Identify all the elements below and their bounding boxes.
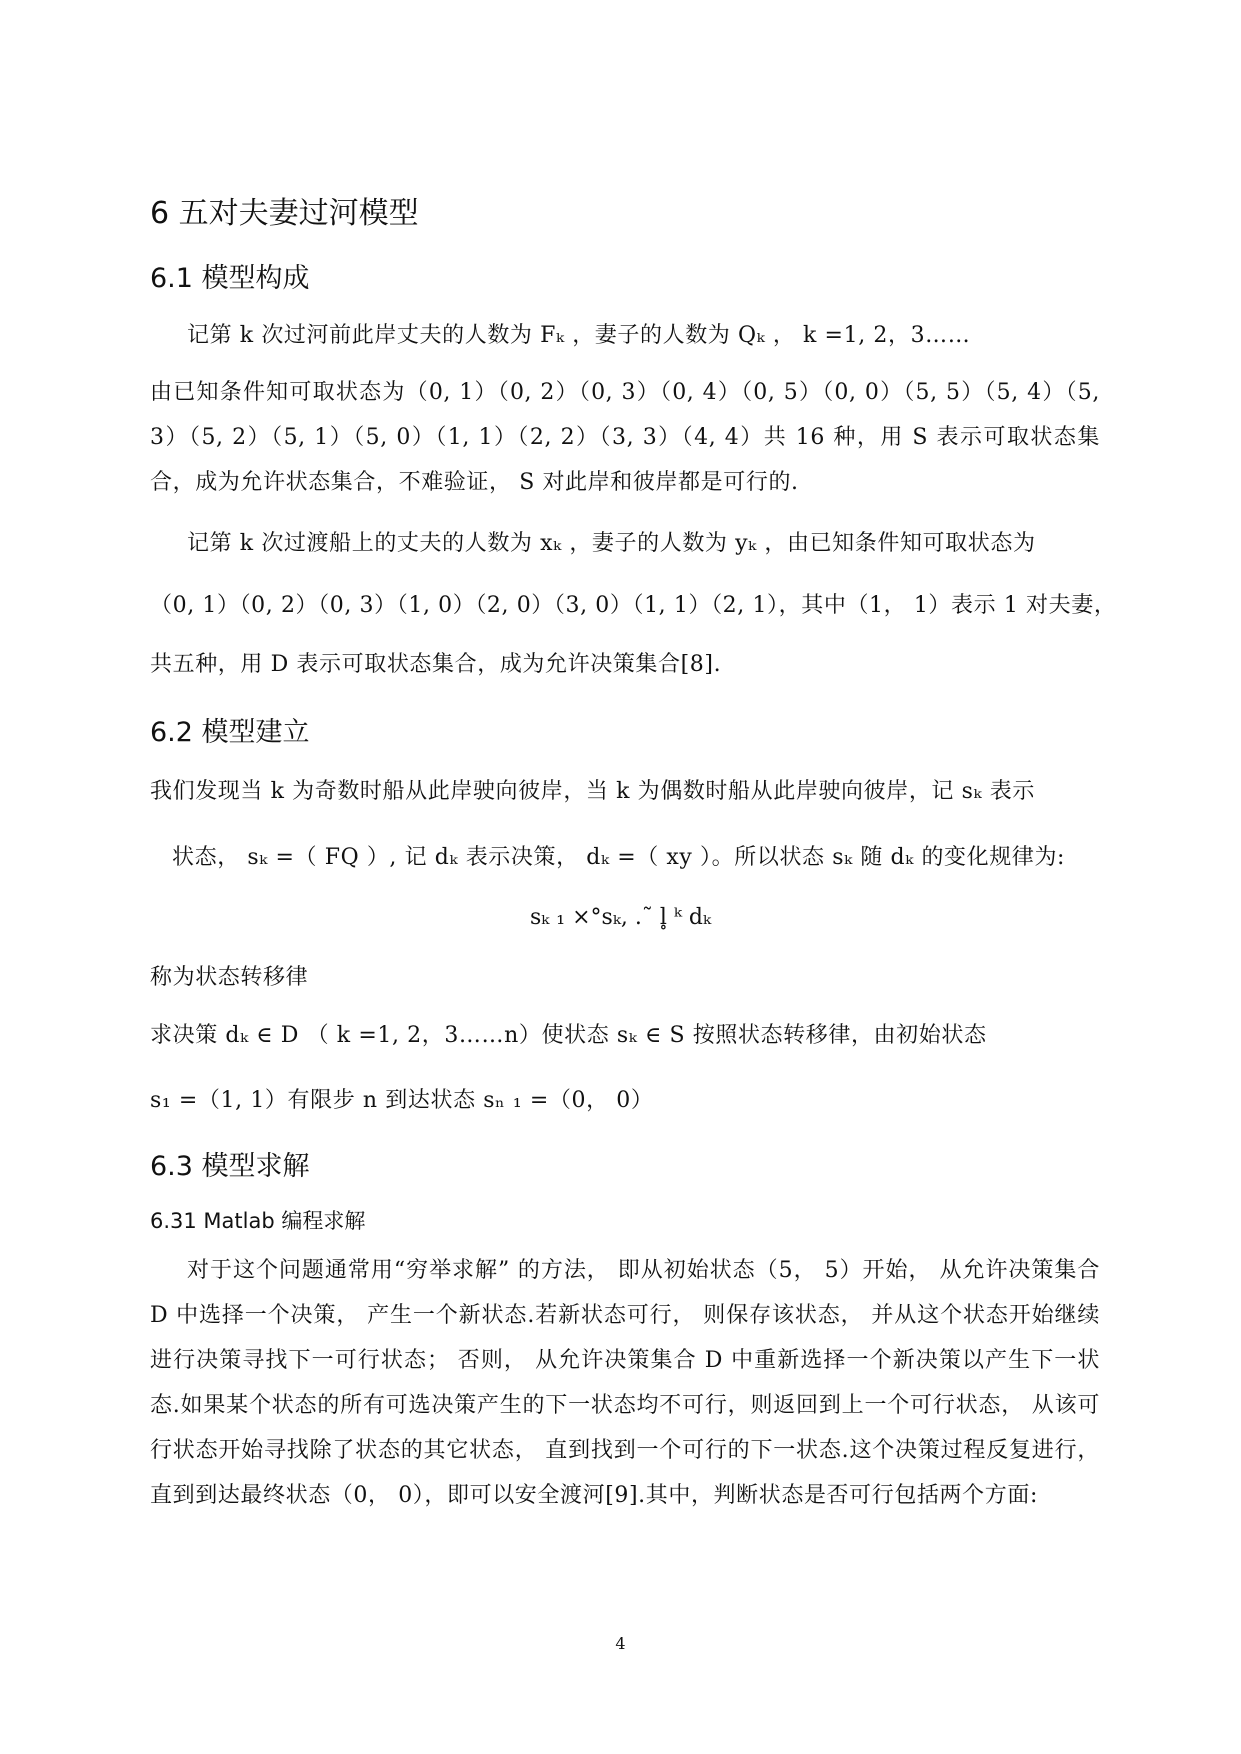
heading-6-2: 6.2 模型建立 <box>150 717 310 748</box>
section-title: 6 五对夫妻过河模型 <box>150 196 419 231</box>
state-transition-formula: sₖ ₁ ×°sₖ, .˜ l̥ ᵏ dₖ <box>530 905 711 930</box>
subheading-6-31: 6.31 Matlab 编程求解 <box>150 1209 366 1233</box>
paragraph-line: 称为状态转移律 <box>150 965 309 990</box>
paragraph-line: 记第 k 次过渡船上的丈夫的人数为 xₖ ，妻子的人数为 yₖ ，由已知条件知可取状态为 <box>187 531 1036 556</box>
paragraph-line: 求决策 dₖ ∈ D （ k =1, 2，3……n）使状态 sₖ ∈ S 按照状态转移律，由初始状态 <box>150 1023 987 1048</box>
paragraph-line: 我们发现当 k 为奇数时船从此岸驶向彼岸，当 k 为偶数时船从此岸驶向彼岸，记 sₖ 表示 <box>150 779 1035 804</box>
paragraph-line: s₁ =（1, 1）有限步 n 到达状态 sₙ ₁ =（0， 0） <box>150 1088 654 1113</box>
paragraph: 由已知条件知可取状态为（0, 1）（0, 2）（0, 3）（0, 4）（0, 5）（0, 0）（5, 5）（5, 4）（5, 3）（5, 2）（5, 1）（5, 0）（1, 1）（2, 2）（3, 3）（4, 4）共 16 种，用 S 表示可取状态集合，成为允许状态集合，不难验证， S 对此岸和彼岸都是可行的. <box>150 380 1100 495</box>
paragraph-line: 共五种，用 D 表示可取状态集合，成为允许决策集合[8]. <box>150 652 722 677</box>
heading-6-1: 6.1 模型构成 <box>150 263 310 294</box>
paragraph-line: 状态， sₖ =（ FQ ）, 记 dₖ 表示决策， dₖ =（ xy ）。所以状态 sₖ 随 dₖ 的变化规律为: <box>172 845 1066 870</box>
paragraph: 对于这个问题通常用“穷举求解” 的方法， 即从初始状态（5， 5）开始， 从允许决策集合 D 中选择一个决策， 产生一个新状态.若新状态可行， 则保存该状态， 并从这个状态开始继续进行决策寻找下一可行状态； 否则， 从允许决策集合 D 中重新选择一个新决策以产生下一状态.如果某个状态的所有可选决策产生的下一状态均不可行，则返回到上一个可行状态， 从该可行状态开始寻找除了状态的其它状态， 直到找到一个可行的下一状态.这个决策过程反复进行， 直到到达最终状态（0， 0），即可以安全渡河[9].其中，判断状态是否可行包括两个方面: <box>150 1258 1100 1508</box>
paragraph-line: （0, 1）（0, 2）（0, 3）（1, 0）（2, 0）（3, 0）（1, 1）（2, 1），其中（1， 1）表示 1 对夫妻， <box>150 593 1117 618</box>
heading-6-3: 6.3 模型求解 <box>150 1151 310 1182</box>
paragraph-line: 记第 k 次过河前此岸丈夫的人数为 Fₖ ，妻子的人数为 Qₖ ， k =1, 2，3…… <box>187 323 971 348</box>
page-number: 4 <box>615 1634 626 1653</box>
